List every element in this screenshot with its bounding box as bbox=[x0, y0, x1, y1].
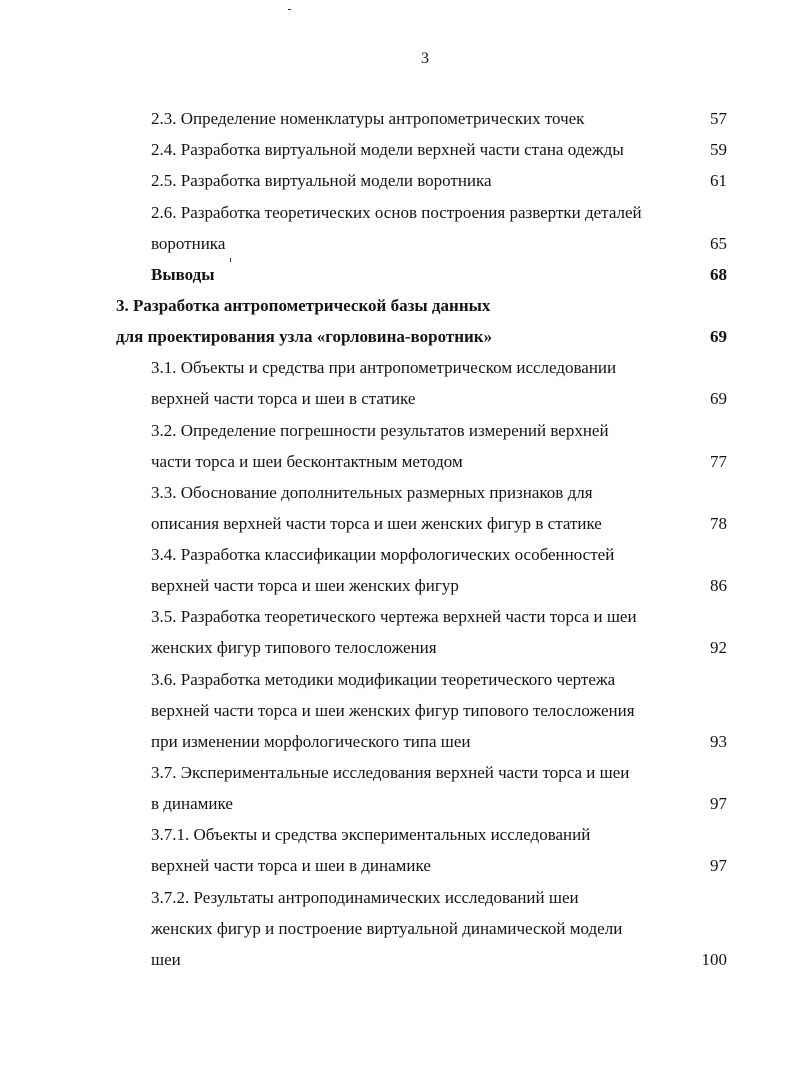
toc-entry-3-6-page: 93 bbox=[710, 732, 727, 751]
toc-entry-vyvody-text: Выводы bbox=[151, 265, 215, 284]
toc-entry-3-4-text-line2: верхней части торса и шеи женских фигур bbox=[151, 576, 459, 595]
page-number: 3 bbox=[421, 50, 429, 67]
toc-chapter-3-text-line2: для проектирования узла «горловина-воротник» bbox=[116, 327, 493, 346]
toc-entry-3-7-1-page: 97 bbox=[710, 856, 727, 875]
toc-entry-3-4-text-line1: 3.4. Разработка классификации морфологических особенностей bbox=[151, 545, 615, 564]
toc-entry-3-6-text-line3: при изменении морфологического типа шеи bbox=[151, 732, 471, 751]
toc-entry-2-6-text-line1: 2.6. Разработка теоретических основ построения развертки деталей bbox=[151, 203, 642, 222]
toc-entry-3-5-text-line1: 3.5. Разработка теоретического чертежа верхней части торса и шеи bbox=[151, 607, 637, 626]
toc-entry-3-1-page: 69 bbox=[710, 389, 727, 408]
toc-entry-3-7-2-text-line1: 3.7.2. Результаты антроподинамических исследований шеи bbox=[151, 888, 579, 907]
toc-entry-3-5-page: 92 bbox=[710, 638, 727, 657]
toc-entry-3-7-1-text-line1: 3.7.1. Объекты и средства экспериментальных исследований bbox=[151, 825, 591, 844]
toc-entry-3-7-page: 97 bbox=[710, 794, 727, 813]
toc-entry-2-5-text: 2.5. Разработка виртуальной модели воротника bbox=[151, 171, 492, 190]
toc-entry-3-3-page: 78 bbox=[710, 514, 727, 533]
toc-entry-3-7-text-line1: 3.7. Экспериментальные исследования верхней части торса и шеи bbox=[151, 763, 630, 782]
toc-entry-3-1-text-line2: верхней части торса и шеи в статике bbox=[151, 389, 416, 408]
toc-entry-3-1-text-line1: 3.1. Объекты и средства при антропометрическом исследовании bbox=[151, 358, 617, 377]
scan-speck bbox=[288, 9, 291, 10]
scan-speck bbox=[230, 258, 231, 262]
toc-entry-3-2-text-line2: части торса и шеи бесконтактным методом bbox=[151, 452, 463, 471]
toc-entry-3-4-page: 86 bbox=[710, 576, 727, 595]
toc-entry-3-7-1-text-line2: верхней части торса и шеи в динамике bbox=[151, 856, 431, 875]
toc-entry-3-7-2-text-line2: женских фигур и построение виртуальной динамической модели bbox=[151, 919, 623, 938]
toc-entry-2-3-text: 2.3. Определение номенклатуры антропометрических точек bbox=[151, 109, 585, 128]
toc-entry-2-6-text-line2: воротника bbox=[151, 234, 226, 253]
toc-entry-2-4-page: 59 bbox=[710, 140, 727, 159]
toc-entry-2-6-page: 65 bbox=[710, 234, 727, 253]
toc-entry-3-5-text-line2: женских фигур типового телосложения bbox=[151, 638, 437, 657]
toc-entry-3-7-text-line2: в динамике bbox=[151, 794, 233, 813]
toc-entry-3-6-text-line2: верхней части торса и шеи женских фигур типового телосложения bbox=[151, 701, 635, 720]
toc-entry-3-7-2-text-line3: шеи bbox=[151, 950, 181, 969]
toc-entry-2-4-text: 2.4. Разработка виртуальной модели верхней части стана одежды bbox=[151, 140, 624, 159]
toc-chapter-3-page: 69 bbox=[710, 327, 727, 346]
toc-entry-3-3-text-line1: 3.3. Обоснование дополнительных размерных признаков для bbox=[151, 483, 593, 502]
toc-entry-2-3-page: 57 bbox=[710, 109, 727, 128]
toc-entry-vyvody-page: 68 bbox=[710, 265, 727, 284]
toc-chapter-3-text-line1: 3. Разработка антропометрической базы данных bbox=[116, 296, 491, 315]
toc-entry-3-2-page: 77 bbox=[710, 452, 727, 471]
toc-entry-3-2-text-line1: 3.2. Определение погрешности результатов измерений верхней bbox=[151, 421, 609, 440]
toc-entry-3-3-text-line2: описания верхней части торса и шеи женских фигур в статике bbox=[151, 514, 602, 533]
toc-entry-3-7-2-page: 100 bbox=[701, 950, 727, 969]
toc-entry-3-6-text-line1: 3.6. Разработка методики модификации теоретического чертежа bbox=[151, 670, 616, 689]
toc-entry-2-5-page: 61 bbox=[710, 171, 727, 190]
